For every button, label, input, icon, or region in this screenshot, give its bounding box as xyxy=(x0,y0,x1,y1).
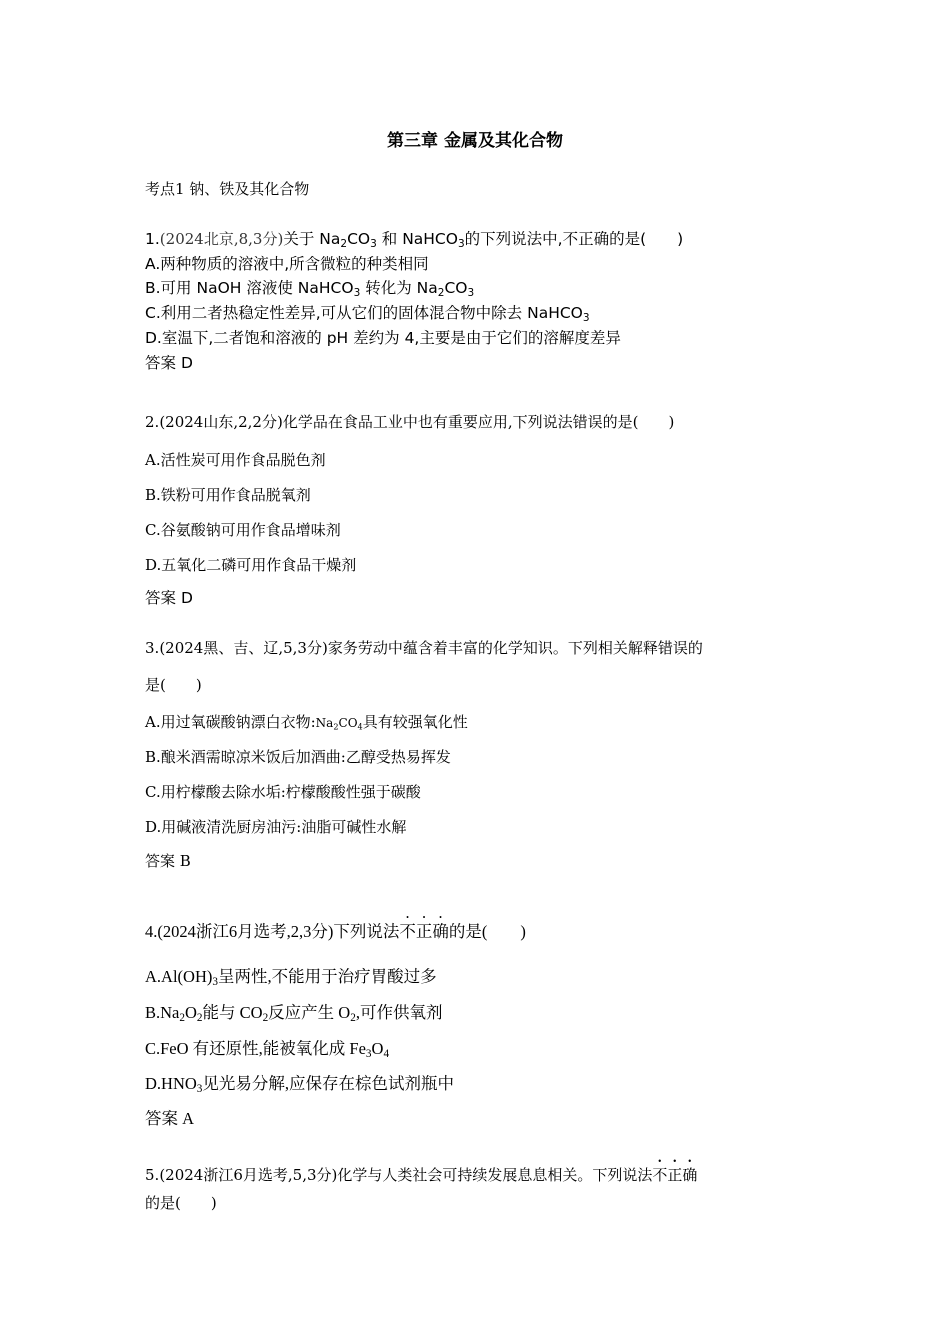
question-number: 1. xyxy=(145,230,160,248)
question-5-stem-line1: 5.(2024浙江6月选考,5,3分)化学与人类社会可持续发展息息相关。下列说法不正确 xyxy=(145,1166,698,1184)
question-3-answer: 答案 B xyxy=(145,852,191,870)
question-4-stem: 4.(2024浙江6月选考,2,3分)下列说法不正确的是( ) xyxy=(145,922,526,941)
question-source: (2024北京,8,3分) xyxy=(159,230,284,248)
section-heading: 考点1 钠、铁及其化合物 xyxy=(145,180,310,198)
question-2-option-d: D.五氧化二磷可用作食品干燥剂 xyxy=(145,556,357,574)
question-number: 4. xyxy=(145,922,158,941)
formula-na2co4: $Na_2CO_4$ xyxy=(315,716,363,732)
question-4-option-b: $B.Na_2O_2$能与 $CO_2$反应产生 $O_2$,可作供氧剂 xyxy=(145,1003,443,1025)
question-1-stem: 1.(2024北京,8,3分)关于 $Na_2CO_3$ 和 NaHCO$_3$的下列说法中,不正确的是( ) xyxy=(145,230,684,250)
question-2-option-c: C.谷氨酸钠可用作食品增味剂 xyxy=(145,521,341,539)
question-4-option-c: C.FeO 有还原性,能被氧化成 $Fe_3O_4$ xyxy=(145,1039,390,1061)
question-number: 3. xyxy=(145,639,160,657)
question-3-option-a: A.用过氧碳酸钠漂白衣物$:Na_2CO_4$具有较强氧化性 xyxy=(145,713,468,732)
formula-nahco3: NaHCO$_3$ xyxy=(402,230,465,250)
question-source: (2024浙江6月选考,5,3分) xyxy=(159,1166,338,1184)
emphasis-text: 不正确 xyxy=(399,922,449,941)
question-3-stem-line1: 3.(2024黑、吉、辽,5,3分)家务劳动中蕴含着丰富的化学知识。下列相关解释错误的 xyxy=(145,639,703,657)
question-4-option-d: $D.HNO_3$见光易分解,应保存在棕色试剂瓶中 xyxy=(145,1074,455,1096)
formula-na2co3: $Na_2CO_3$ xyxy=(319,230,377,250)
question-2-answer: 答案 D xyxy=(145,589,193,607)
question-2-option-b: B.铁粉可用作食品脱氧剂 xyxy=(145,486,311,504)
question-source: (2024黑、吉、辽,5,3分) xyxy=(159,639,328,657)
question-4-option-a: $A.Al(OH)_3$呈两性,不能用于治疗胃酸过多 xyxy=(145,967,437,989)
question-2-stem: 2.(2024山东,2,2分)化学品在食品工业中也有重要应用,下列说法错误的是( ) xyxy=(145,413,675,431)
question-source: (2024浙江6月选考,2,3分) xyxy=(157,922,334,941)
emphasis-text: 不正确 xyxy=(652,1166,698,1184)
question-2-option-a: A.活性炭可用作食品脱色剂 xyxy=(145,451,326,469)
question-1-option-b: B.可用 NaOH 溶液使 NaHCO$_3$ 转化为 $Na_2CO_3$ xyxy=(145,279,475,299)
question-3-option-b: B.酿米酒需晾凉米饭后加酒曲:乙醇受热易挥发 xyxy=(145,748,451,766)
question-number: 2. xyxy=(145,413,160,431)
chapter-title: 第三章 金属及其化合物 xyxy=(387,131,563,151)
question-3-stem-line2: 是( ) xyxy=(145,676,202,694)
question-1-option-a: A.两种物质的溶液中,所含微粒的种类相同 xyxy=(145,255,429,273)
question-1-option-d: D.室温下,二者饱和溶液的 pH 差约为 4,主要是由于它们的溶解度差异 xyxy=(145,329,621,347)
question-3-option-c: C.用柠檬酸去除水垢:柠檬酸酸性强于碳酸 xyxy=(145,783,421,801)
question-5-stem-line2: 的是( ) xyxy=(145,1194,217,1212)
question-3-option-d: D.用碱液清洗厨房油污:油脂可碱性水解 xyxy=(145,818,407,836)
question-4-answer: 答案 A xyxy=(145,1109,195,1128)
question-source: (2024山东,2,2分) xyxy=(159,413,283,431)
question-number: 5. xyxy=(145,1166,160,1184)
question-1-answer: 答案 D xyxy=(145,354,193,372)
question-1-option-c: C.利用二者热稳定性差异,可从它们的固体混合物中除去 NaHCO$_3$ xyxy=(145,304,590,324)
